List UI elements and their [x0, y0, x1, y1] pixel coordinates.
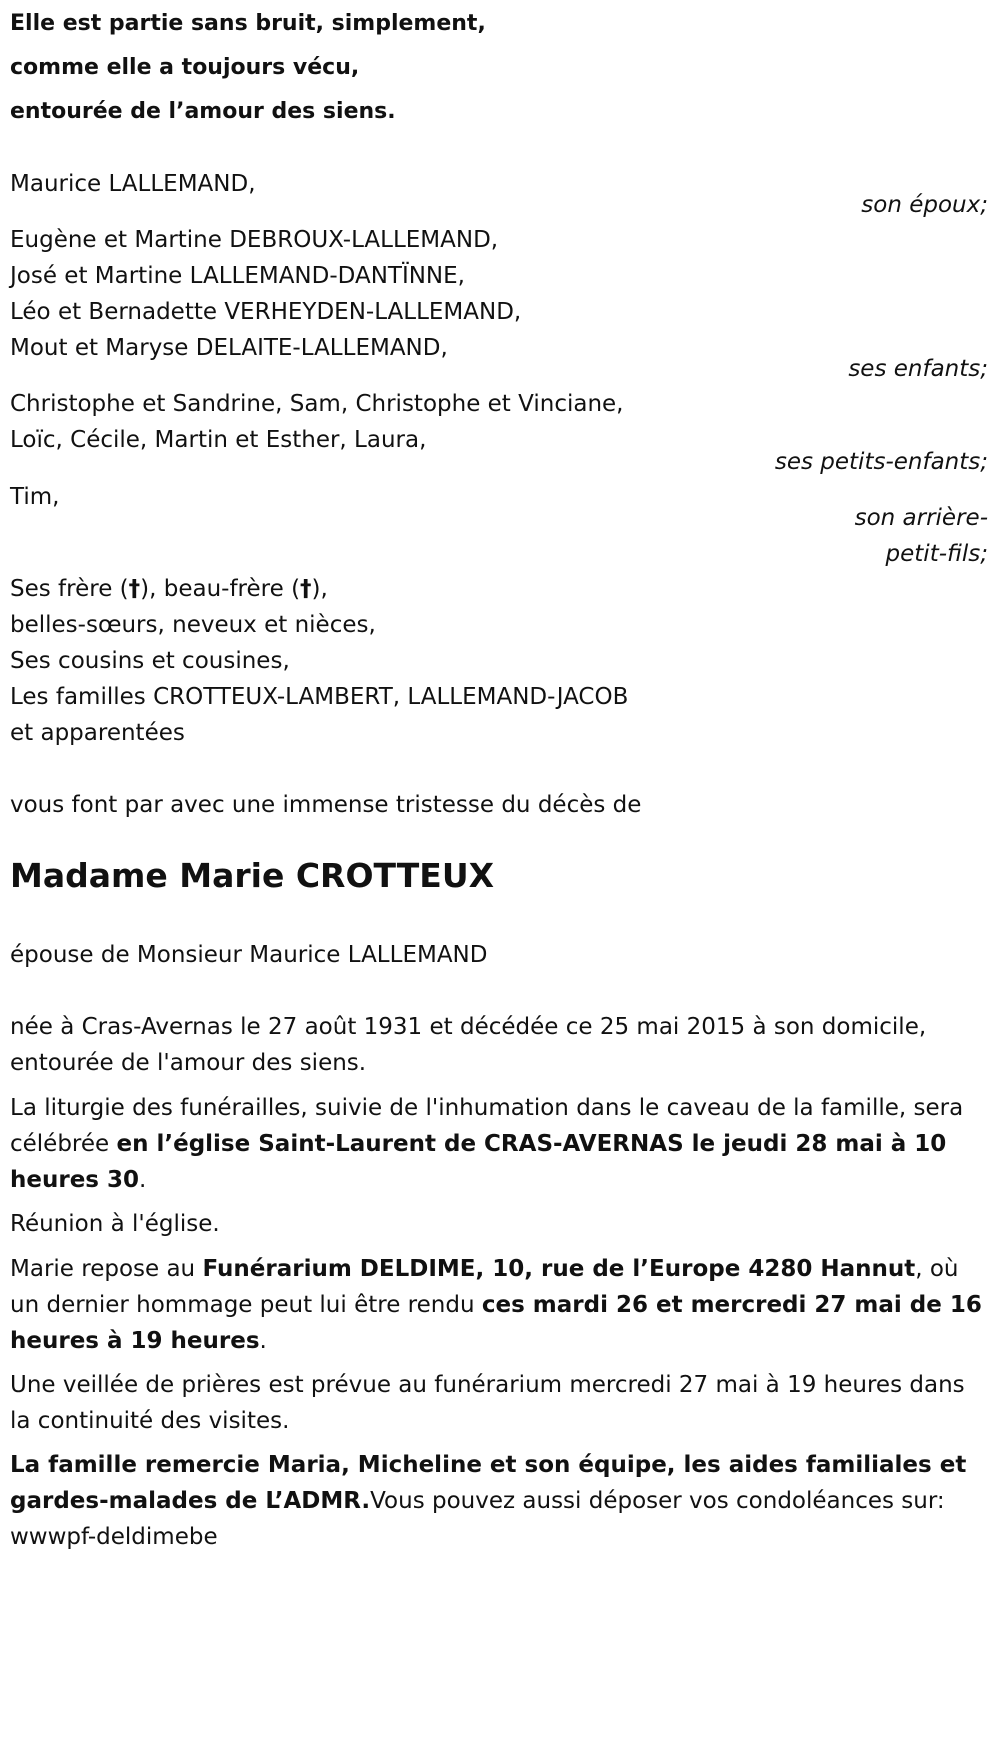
- relatives-line-1: [10, 571, 328, 607]
- spouse-of-text: épouse de Monsieur Maurice LALLEMAND: [10, 942, 488, 968]
- relatives-line-5: et apparentées: [10, 720, 185, 746]
- intro-line-2: comme elle a toujours vécu,: [10, 55, 360, 80]
- deceased-name: Madame Marie CROTTEUX: [10, 856, 495, 895]
- thanks-paragraph: [10, 1447, 990, 1555]
- birth-death-paragraph: née à Cras-Avernas le 27 août 1931 et décédée ce 25 mai 2015 à son domicile, entourée de l'amour des siens.: [10, 1014, 927, 1076]
- intro-line-1: Elle est partie sans bruit, simplement,: [10, 11, 486, 36]
- rest-paragraph: [10, 1251, 990, 1359]
- cross-icon: †: [128, 576, 141, 602]
- spouse-name: Maurice LALLEMAND,: [10, 171, 256, 197]
- grandchild-line-2: Loïc, Cécile, Martin et Esther, Laura,: [10, 427, 427, 453]
- grandchild-line-1: Christophe et Sandrine, Sam, Christophe et Vinciane,: [10, 391, 624, 417]
- spouse-role: son époux;: [861, 192, 988, 218]
- child-line-3: Léo et Bernadette VERHEYDEN-LALLEMAND,: [10, 299, 522, 325]
- cross-icon: †: [300, 576, 312, 602]
- relatives-line-4: Les familles CROTTEUX-LAMBERT, LALLEMAND-JACOB: [10, 684, 629, 710]
- thanks-text: La famille remercie Maria, Micheline et son équipe, les aides familiales et gardes-malades de L’ADMR.: [10, 1452, 967, 1514]
- great-grandchild-name: Tim,: [10, 484, 60, 510]
- children-role: ses enfants;: [848, 356, 988, 382]
- visiting-hours: ces mardi 26 et mercredi 27 mai de 16 heures à 19 heures: [10, 1292, 982, 1354]
- meeting-paragraph: Réunion à l'église.: [10, 1211, 220, 1237]
- child-line-4: Mout et Maryse DELAITE-LALLEMAND,: [10, 335, 448, 361]
- relatives-text-a: Ses frère (: [10, 576, 129, 602]
- funerarium-address: Funérarium DELDIME, 10, rue de l’Europe 4280 Hannut: [202, 1256, 916, 1282]
- condolences-text: Vous pouvez aussi déposer vos condoléances sur: wwwpf-deldimebe: [10, 1488, 945, 1550]
- relatives-line-2: belles-sœurs, neveux et nièces,: [10, 612, 376, 638]
- great-grandchild-role-2: petit-fils;: [885, 541, 988, 567]
- grandchildren-role: ses petits-enfants;: [774, 449, 988, 475]
- great-grandchild-role-1: son arrière-: [854, 505, 988, 531]
- intro-line-3: entourée de l’amour des siens.: [10, 99, 396, 124]
- relatives-text-c: ),: [311, 576, 328, 602]
- child-line-1: Eugène et Martine DEBROUX-LALLEMAND,: [10, 227, 499, 253]
- relatives-text-b: ), beau-frère (: [140, 576, 301, 602]
- liturgy-text-c: .: [139, 1167, 147, 1193]
- child-line-2: José et Martine LALLEMAND-DANTÏNNE,: [10, 263, 465, 289]
- rest-text-a: Marie repose au: [10, 1256, 203, 1282]
- vigil-paragraph: Une veillée de prières est prévue au funérarium mercredi 27 mai à 19 heures dans la continuité des visites.: [10, 1372, 965, 1434]
- liturgy-paragraph: [10, 1090, 990, 1198]
- rest-text-e: .: [259, 1328, 267, 1354]
- liturgy-text-a: La liturgie des funérailles, suivie de l'inhumation dans le caveau de la famille, sera célébrée: [10, 1095, 964, 1157]
- announcement-text: vous font par avec une immense tristesse du décès de: [10, 792, 642, 818]
- rest-text-c: , où un dernier hommage peut lui être rendu: [10, 1256, 959, 1318]
- liturgy-location-time: en l’église Saint-Laurent de CRAS-AVERNAS le jeudi 28 mai à 10 heures 30: [10, 1131, 947, 1193]
- relatives-line-3: Ses cousins et cousines,: [10, 648, 290, 674]
